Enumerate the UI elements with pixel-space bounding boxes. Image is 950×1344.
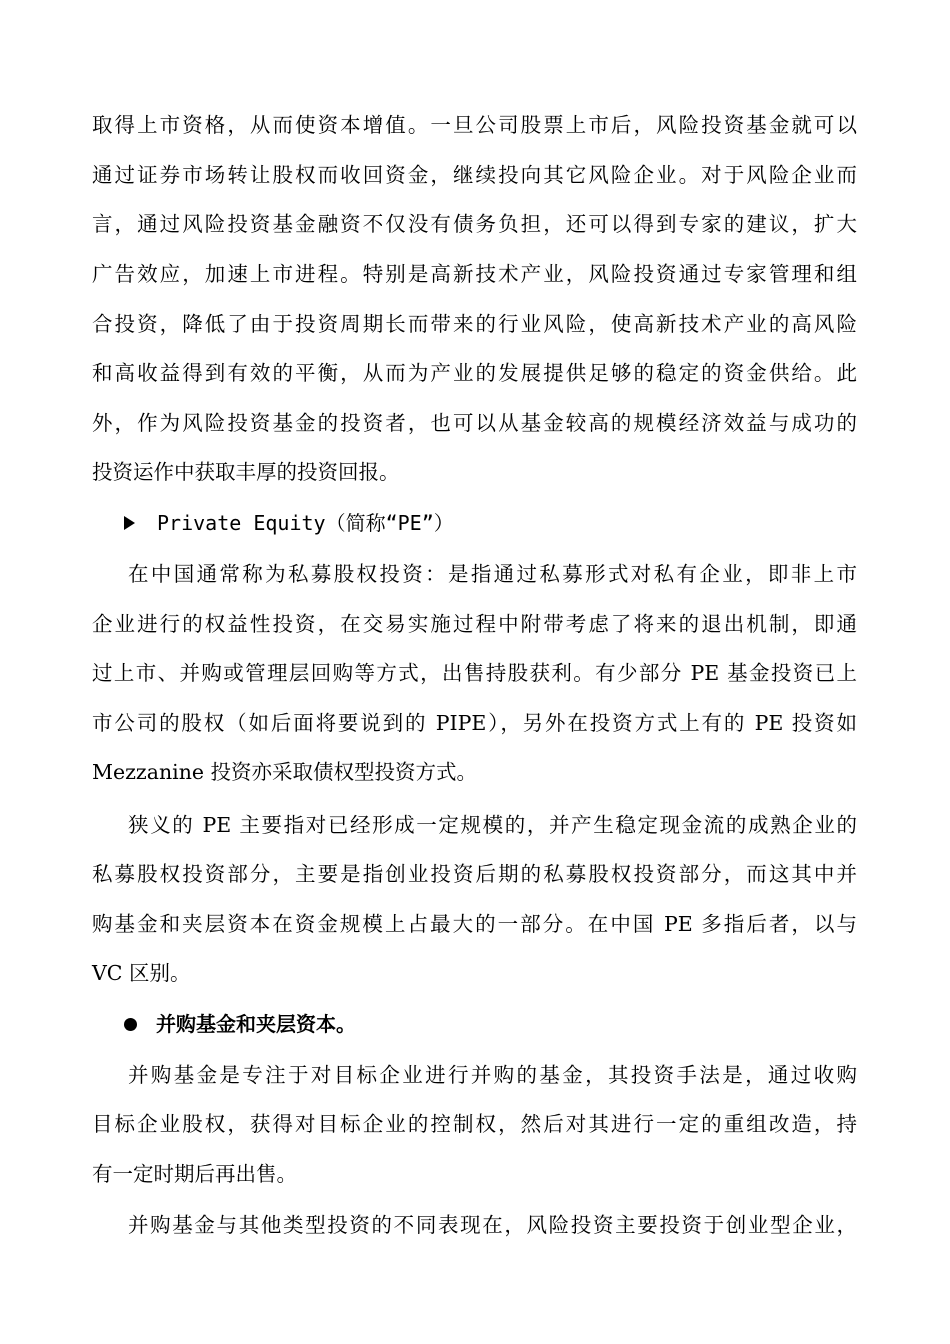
bullet-icon bbox=[124, 1018, 137, 1031]
paragraph-1-line-5: 合投资，降低了由于投资周期长而带来的行业风险，使高新技术产业的高风险 bbox=[92, 312, 857, 336]
paragraph-1-line-8: 投资运作中获取丰厚的投资回报。 bbox=[92, 460, 400, 484]
buyout-heading bbox=[124, 1011, 356, 1037]
paragraph-2-line-4: 市公司的股权（如后面将要说到的 PIPE），另外在投资方式上有的 PE 投资如 bbox=[92, 711, 857, 735]
paragraph-1-line-3: 言，通过风险投资基金融资不仅没有债务负担，还可以得到专家的建议，扩大 bbox=[92, 212, 857, 236]
paragraph-1-line-7: 外，作为风险投资基金的投资者，也可以从基金较高的规模经济效益与成功的 bbox=[92, 411, 857, 435]
paragraph-2-line-3: 过上市、并购或管理层回购等方式，出售持股获利。有少部分 PE 基金投资已上 bbox=[92, 661, 857, 685]
paragraph-1-line-6: 和高收益得到有效的平衡，从而为产业的发展提供足够的稳定的资金供给。此 bbox=[92, 361, 857, 385]
paragraph-3-line-3: 购基金和夹层资本在资金规模上占最大的一部分。在中国 PE 多指后者，以与 bbox=[92, 912, 857, 936]
pe-heading bbox=[124, 510, 454, 536]
paragraph-1-line-1: 取得上市资格，从而使资本增值。一旦公司股票上市后，风险投资基金就可以 bbox=[92, 113, 857, 137]
paragraph-4-line-2: 目标企业股权，获得对目标企业的控制权，然后对其进行一定的重组改造，持 bbox=[92, 1112, 857, 1136]
paragraph-1-line-2: 通过证券市场转让股权而收回资金，继续投向其它风险企业。对于风险企业而 bbox=[92, 163, 857, 187]
paragraph-3-line-2: 私募股权投资部分，主要是指创业投资后期的私募股权投资部分，而这其中并 bbox=[92, 862, 857, 886]
paragraph-2-line-2: 企业进行的权益性投资，在交易实施过程中附带考虑了将来的退出机制，即通 bbox=[92, 612, 857, 636]
paragraph-4-line-1: 并购基金是专注于对目标企业进行并购的基金，其投资手法是，通过收购 bbox=[128, 1063, 857, 1087]
paragraph-4-line-3: 有一定时期后再出售。 bbox=[92, 1162, 297, 1186]
paragraph-3-line-4: VC 区别。 bbox=[92, 961, 191, 985]
paragraph-1-line-4: 广告效应，加速上市进程。特别是高新技术产业，风险投资通过专家管理和组 bbox=[92, 262, 857, 286]
paragraph-2-line-1: 在中国通常称为私募股权投资：是指通过私募形式对私有企业，即非上市 bbox=[128, 562, 857, 586]
buyout-heading-text: 并购基金和夹层资本。 bbox=[156, 1012, 356, 1036]
arrow-icon bbox=[124, 516, 135, 530]
paragraph-3-line-1: 狭义的 PE 主要指对已经形成一定规模的，并产生稳定现金流的成熟企业的 bbox=[128, 813, 857, 837]
pe-heading-text: Private Equity（简称“PE”） bbox=[157, 511, 454, 535]
paragraph-2-line-5: Mezzanine 投资亦采取债权型投资方式。 bbox=[92, 760, 478, 784]
paragraph-5-line-1: 并购基金与其他类型投资的不同表现在，风险投资主要投资于创业型企业， bbox=[128, 1213, 857, 1237]
